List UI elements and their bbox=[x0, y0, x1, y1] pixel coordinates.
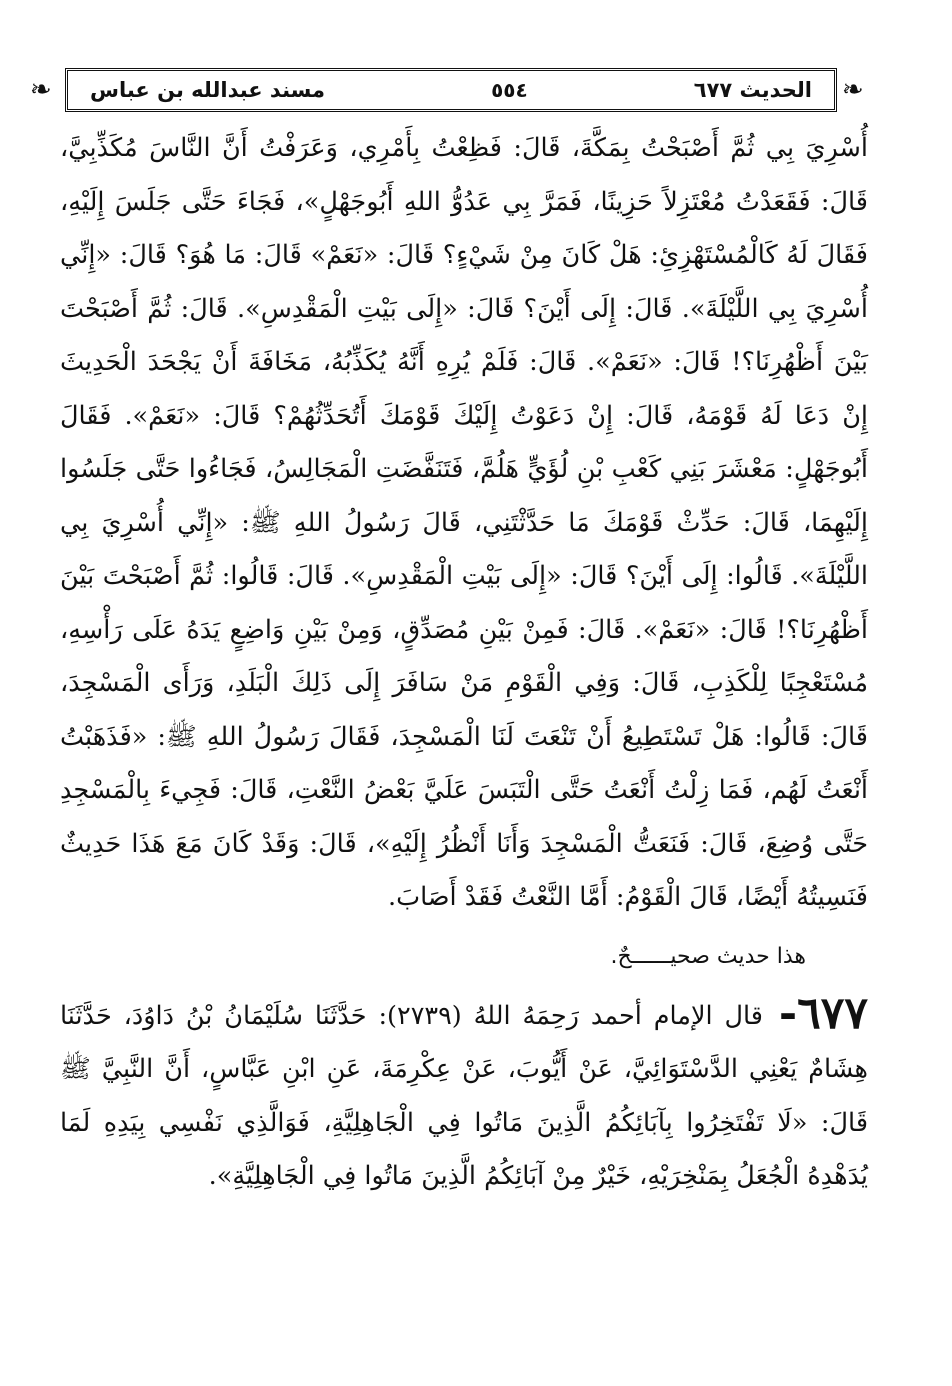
text-line: حَتَّى جَلَسَ إِلَيْهِ، فَقَالَ لَهُ كَالْمُسْتَهْزِئِ: هَلْ كَانَ مِنْ شَيْءٍ؟ قَالَ: «نَعَمْ» bbox=[60, 186, 868, 270]
text-line: الْمَقْدِسِ». قَالَ: ثُمَّ أَصْبَحْتَ بَيْنَ أَظْهُرِنَا؟! قَالَ: «نَعَمْ». قَالَ: فَلَمْ يُرِهِ أَنَّهُ bbox=[60, 293, 868, 377]
text-line: قَالَ: مَا هُوَ؟ قَالَ: «إِنِّي أُسْرِيَ بِي اللَّيْلَةَ». قَالَ: إِلَى أَيْنَ؟ قَالَ: «إِلَى بَيْتِ bbox=[60, 240, 868, 324]
text-line: قَوْمَكَ أَتُحَدِّثُهُمْ؟ قَالَ: «نَعَمْ». فَقَالَ أَبُوجَهْلٍ: مَعْشَرَ بَنِي كَعْبِ بْنِ لُؤَيٍّ هَلُمَّ، bbox=[60, 400, 869, 484]
book-title: مسند عبدالله بن عباس bbox=[90, 78, 326, 102]
page-header bbox=[65, 68, 837, 112]
text-line: أُسْرِيَ بِي ثُمَّ أَصْبَحْتُ بِمَكَّةَ، قَالَ: فَظِعْتُ بِأَمْرِي، وَعَرَفْتُ أَنَّ النَّاسَ bbox=[149, 133, 869, 163]
header-ornament-left: ❧ bbox=[30, 75, 52, 105]
text-line: مُكَذِّبِيَّ، قَالَ: فَقَعَدْتُ مُعْتَزِلاً حَزِينًا، فَمَرَّ بِي عَدُوُّ اللهِ أَبُوجَهْلٍ»، فَجَاءَ bbox=[60, 133, 868, 217]
text-line: يُكَذِّبُهُ، مَخَافَةَ أَنْ يَجْحَدَ الْحَدِيثَ إِنْ دَعَا لَهُ قَوْمَهُ، قَالَ: إِنْ دَعَوْتُ إِلَيْكَ bbox=[60, 347, 869, 431]
text-line: قَالَ: «إِلَى بَيْتِ الْمَقْدِسِ». قَالَ: قَالُوا: ثُمَّ أَصْبَحْتَ بَيْنَ أَظْهُرِنَا؟! قَالَ: bbox=[60, 561, 868, 645]
text-line: قَالُوا: هَلْ تَسْتَطِيعُ أَنْ تَنْعَتَ لَنَا الْمَسْجِدَ، فَقَالَ رَسُولُ اللهِ ﷺ: «فَذَهَبْتُ bbox=[60, 721, 811, 752]
hadith-677-text bbox=[60, 987, 868, 1204]
text-line: أَنْعَتُ لَهُم، فَمَا زِلْتُ أَنْعَتُ حَتَّى الْتَبَسَ عَلَيَّ بَعْضُ النَّعْتِ، قَالَ: فَجِيءَ bbox=[159, 775, 868, 805]
text-line: حَدَّثْتَنِي، قَالَ رَسُولُ اللهِ ﷺ: «إِنِّي أُسْرِيَ بِي اللَّيْلَةَ». قَالُوا: إِلَى أَيْنَ؟ bbox=[60, 507, 868, 591]
hadith-grading: هذا حديث صحيــــــحٌ. bbox=[610, 943, 806, 969]
text-line: لِلْكَذِبِ، قَالَ: وَفِي الْقَوْمِ مَنْ سَافَرَ إِلَى ذَلِكَ الْبَلَدِ، وَرَأَى الْمَسْجِدَ، قَالَ: bbox=[60, 668, 868, 752]
hadith-label: الحديث ٦٧٧ bbox=[693, 78, 812, 102]
text-line: مَعَ هَذَا حَدِيثٌ فَنَسِيتُهُ أَيْضًا، قَالَ الْقَوْمُ: أَمَّا النَّعْتُ فَقَدْ أَصَابَ. bbox=[60, 828, 868, 912]
text-line: بِالْمَسْجِدِ حَتَّى وُضِعَ، قَالَ: فَنَعَتُّ الْمَسْجِدَ وَأَنَا أَنْظُرُ إِلَيْهِ»، قَالَ: وَقَدْ كَانَ bbox=[60, 775, 869, 859]
text-line: قال الإمام أحمد رَحِمَهُ اللهُ (٢٧٣٩): حَدَّثَنَا سُلَيْمَانُ بْنُ دَاوُدَ، bbox=[123, 1000, 763, 1031]
text-line: أَنَّ النَّبِيَّ ﷺ قَالَ: «لَا تَفْتَخِرُوا بِآبَائِكُمُ الَّذِينَ مَاتُوا فِي الْجَاهِلِيَّةِ، فَوَالَّذِي bbox=[60, 1054, 869, 1138]
page-number: ٥٥٤ bbox=[491, 78, 528, 102]
header-ornament-right: ❧ bbox=[842, 75, 864, 105]
hadith-continuation-text bbox=[60, 122, 868, 925]
page-body bbox=[60, 122, 868, 1204]
text-line: حَدَّثَنَا هِشَامٌ يَعْنِي الدَّسْتَوَائِيَّ، عَنْ أَيُّوبَ، عَنْ عِكْرِمَةَ، عَنِ ابْنِ عَبَّاسٍ، bbox=[60, 1000, 868, 1084]
text-line: «نَعَمْ». قَالَ: فَمِنْ بَيْنِ مُصَدِّقٍ، وَمِنْ بَيْنِ وَاضِعٍ يَدَهُ عَلَى رَأْسِهِ، مُسْتَعْجِبًا bbox=[60, 614, 868, 698]
text-line: فَتَنَفَّضَتِ الْمَجَالِسُ، فَجَاءُوا حَتَّى جَلَسُوا إِلَيْهِمَا، قَالَ: حَدِّثْ قَوْمَكَ مَا bbox=[60, 454, 868, 538]
hadith-number: ٦٧٧- bbox=[778, 987, 868, 1039]
text-line: نَفْسِي بِيَدِهِ لَمَا يُدَهْدِهُ الْجُعَلُ بِمَنْخِرَيْهِ، خَيْرٌ مِنْ آبَائِكُمُ الَّذِينَ مَاتُوا فِي الْجَاهِلِيَّةِ». bbox=[60, 1107, 868, 1191]
